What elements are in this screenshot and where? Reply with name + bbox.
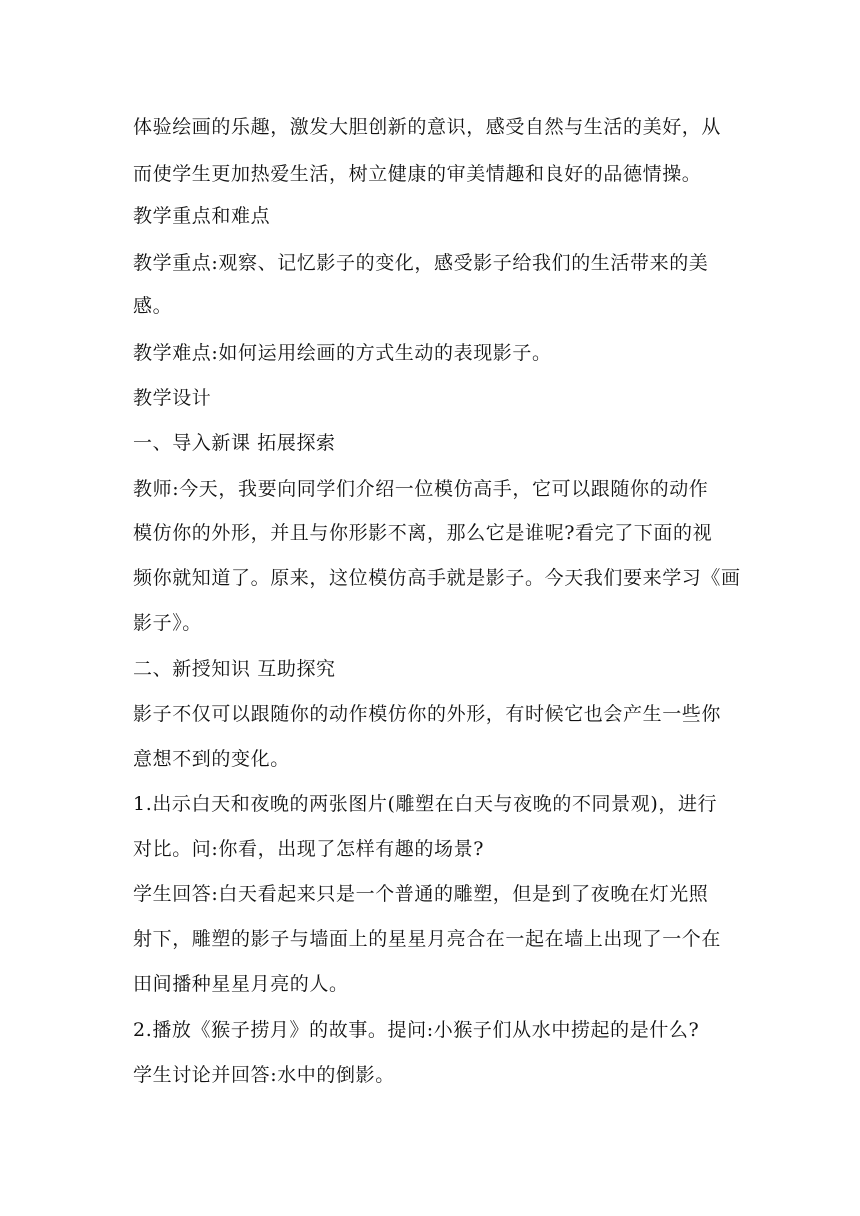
text-line: 影子不仅可以跟随你的动作模仿你的外形，有时候它也会产生一些你 [133, 703, 722, 725]
text-line: 教学难点:如何运用绘画的方式生动的表现影子。 [133, 342, 552, 364]
text-line: 对比。问:你看，出现了怎样有趣的场景? [133, 838, 484, 860]
text-line: 而使学生更加热爱生活，树立健康的审美情趣和良好的品德情操。 [133, 163, 702, 185]
text-line: 体验绘画的乐趣，激发大胆创新的意识，感受自然与生活的美好，从 [133, 116, 722, 138]
text-line: 田间播种星星月亮的人。 [133, 973, 349, 995]
section-heading: 二、新授知识 互助探究 [133, 658, 336, 680]
text-line: 教学重点:观察、记忆影子的变化，感受影子给我们的生活带来的美 [133, 252, 709, 274]
text-line: 影子》。 [133, 612, 202, 634]
text-line: 意想不到的变化。 [133, 748, 290, 770]
text-line: 教师:今天，我要向同学们介绍一位模仿高手，它可以跟随你的动作 [133, 478, 709, 500]
text-line: 模仿你的外形，并且与你形影不离，那么它是谁呢?看完了下面的视 [133, 522, 713, 544]
text-line: 2.播放《猴子捞月》的故事。提问:小猴子们从水中捞起的是什么? [133, 1019, 700, 1041]
section-heading: 一、导入新课 拓展探索 [133, 432, 336, 454]
section-heading: 教学设计 [133, 387, 212, 409]
text-line: 1.出示白天和夜晚的两张图片(雕塑在白天与夜晚的不同景观)，进行 [133, 793, 718, 815]
text-line: 学生回答:白天看起来只是一个普通的雕塑，但是到了夜晚在灯光照 [133, 883, 709, 905]
text-line: 感。 [133, 295, 173, 317]
text-line: 射下，雕塑的影子与墙面上的星星月亮合在一起在墙上出现了一个在 [133, 928, 722, 950]
text-line: 频你就知道了。原来，这位模仿高手就是影子。今天我们要来学习《画 [133, 567, 741, 589]
section-heading: 教学重点和难点 [133, 205, 271, 227]
text-line: 学生讨论并回答:水中的倒影。 [133, 1064, 395, 1086]
